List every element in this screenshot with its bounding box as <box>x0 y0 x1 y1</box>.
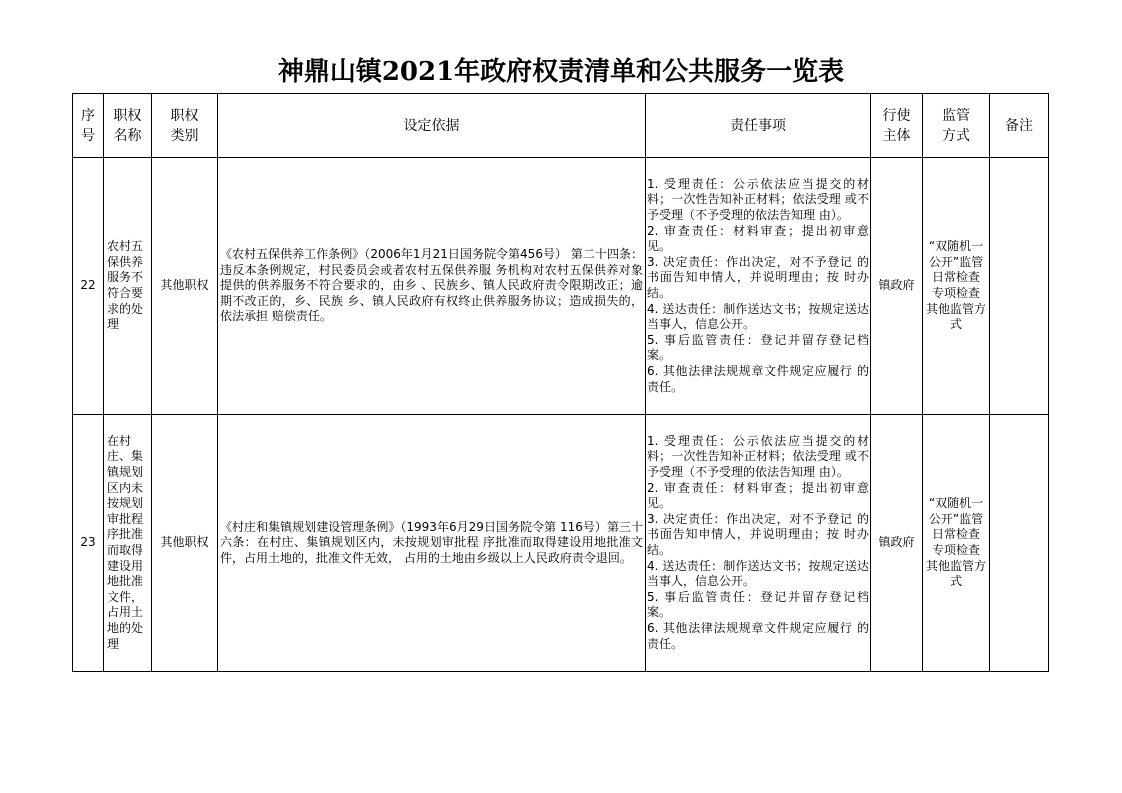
row-category: 其他职权 <box>152 158 218 415</box>
row-remark <box>990 415 1049 672</box>
header-category: 职权类别 <box>152 94 218 158</box>
row-responsibility <box>646 415 871 672</box>
row-supervision: “双随机一公开”监管 日常检查 专项检查 其他监管方式 <box>923 415 990 672</box>
table-row <box>73 158 1049 415</box>
responsibility-item: 4. 送达责任：制作送达文书；按规定送达当事人，信息公开。 <box>647 558 869 589</box>
row-basis: 《农村五保供养工作条例》（2006年1月21日国务院令第456号） 第二十四条：违反本条例规定，村民委员会或者农村五保供养服 务机构对农村五保供养对象提供的供养服务不符合要求的，由乡 、民族乡、镇人民政府责令限期改正；逾期不改正的，乡、民族 乡、镇人民政府有权终止供养服务协议；造成损失的，依法承担 赔偿责任。 <box>218 158 646 415</box>
row-remark <box>990 158 1049 415</box>
responsibility-item: 4. 送达责任：制作送达文书；按规定送达当事人，信息公开。 <box>647 301 869 332</box>
responsibility-item: 2. 审查责任：材料审查；提出初审意 见。 <box>647 223 869 254</box>
responsibility-item: 6. 其他法律法规规章文件规定应履行 的责任。 <box>647 620 869 651</box>
header-remark: 备注 <box>990 94 1049 158</box>
row-category: 其他职权 <box>152 415 218 672</box>
header-responsibility: 责任事项 <box>646 94 871 158</box>
row-subject: 镇政府 <box>871 415 923 672</box>
header-supervision: 监管方式 <box>923 94 990 158</box>
responsibility-item: 1. 受理责任：公示依法应当提交的材 料；一次性告知补正材料；依法受理 或不予受理（不予受理的依法告知理 由）。 <box>647 176 869 223</box>
row-index: 22 <box>73 158 104 415</box>
header-basis: 设定依据 <box>218 94 646 158</box>
responsibility-item: 1. 受理责任：公示依法应当提交的材 料；一次性告知补正材料；依法受理 或不予受理（不予受理的依法告知理 由）。 <box>647 433 869 480</box>
row-subject: 镇政府 <box>871 158 923 415</box>
row-authority-name: 农村五保供养服务不符合要求的处理 <box>104 158 152 415</box>
responsibility-item: 5. 事后监管责任：登记并留存登记档 案。 <box>647 589 869 620</box>
header-index: 序号 <box>73 94 104 158</box>
responsibility-item: 5. 事后监管责任：登记并留存登记档 案。 <box>647 332 869 363</box>
document-title: 神鼎山镇2021年政府权责清单和公共服务一览表 <box>277 57 845 87</box>
row-basis: 《村庄和集镇规划建设管理条例》（1993年6月29日国务院令第 116号）第三十六条：在村庄、集镇规划区内，未按规划审批程 序批准而取得建设用地批准文件，占用土地的，批准文件无效， 占用的土地由乡级以上人民政府责令退回。 <box>218 415 646 672</box>
responsibility-item: 2. 审查责任：材料审查；提出初审意 见。 <box>647 480 869 511</box>
row-index: 23 <box>73 415 104 672</box>
responsibility-item: 6. 其他法律法规规章文件规定应履行 的责任。 <box>647 363 869 394</box>
row-responsibility <box>646 158 871 415</box>
authority-table <box>72 93 1049 672</box>
table-row <box>73 415 1049 672</box>
row-supervision: “双随机一公开”监管 日常检查 专项检查 其他监管方式 <box>923 158 990 415</box>
table-header-row <box>73 94 1049 158</box>
header-subject: 行使主体 <box>871 94 923 158</box>
responsibility-item: 3. 决定责任：作出决定，对不予登记 的书面告知申情人，并说明理由；按 时办结。 <box>647 254 869 300</box>
responsibility-item: 3. 决定责任：作出决定，对不予登记 的书面告知申情人，并说明理由；按 时办结。 <box>647 511 869 557</box>
header-name: 职权名称 <box>104 94 152 158</box>
row-authority-name: 在村庄、集镇规划区内未按规划审批程序批准而取得建设用地批准文件，占用土地的处理 <box>104 415 152 672</box>
